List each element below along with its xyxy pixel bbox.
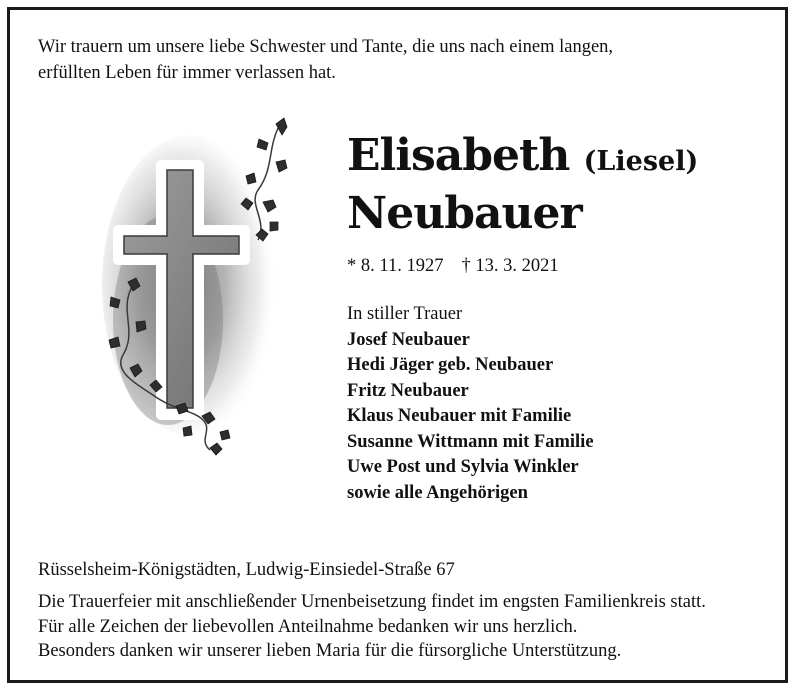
mourner-name: Josef Neubauer (347, 329, 470, 350)
mourners-list (347, 302, 594, 506)
intro-line: Wir trauern um unsere liebe Schwester und Tante, die uns nach einem langen, (38, 37, 614, 57)
first-name: Elisabeth (347, 130, 570, 181)
intro-line: erfüllten Leben für immer verlassen hat. (38, 63, 336, 83)
note-line: Besonders danken wir unserer lieben Maria für die fürsorgliche Unterstützung. (38, 641, 622, 661)
mourners-intro: In stiller Trauer (347, 304, 463, 324)
closing-notes (38, 590, 706, 664)
mourner-name: Hedi Jäger geb. Neubauer (347, 355, 554, 375)
mourner-name: sowie alle Angehörigen (347, 482, 528, 503)
death-date: † 13. 3. 2021 (461, 256, 559, 276)
cross-with-ivy-illustration (98, 110, 323, 460)
deceased-name (347, 130, 698, 240)
mourner-name: Uwe Post und Sylvia Winkler (347, 457, 579, 477)
intro-text (38, 34, 738, 86)
mourner-name: Fritz Neubauer (347, 380, 469, 401)
mourner-name: Klaus Neubauer mit Familie (347, 406, 572, 426)
note-line: Für alle Zeichen der liebevollen Anteilnahme bedanken wir uns herzlich. (38, 616, 578, 637)
address: Rüsselsheim-Königstädten, Ludwig-Einsiedel-Straße 67 (38, 560, 455, 580)
first-name-line (347, 130, 698, 188)
last-name: Neubauer (347, 188, 582, 239)
nickname: (Liesel) (583, 146, 699, 177)
note-line: Die Trauerfeier mit anschließender Urnenbeisetzung findet im engsten Familienkreis statt. (38, 592, 706, 612)
mourner-name: Susanne Wittmann mit Familie (347, 431, 594, 452)
life-dates (347, 254, 559, 278)
birth-date: * 8. 11. 1927 (347, 256, 444, 276)
